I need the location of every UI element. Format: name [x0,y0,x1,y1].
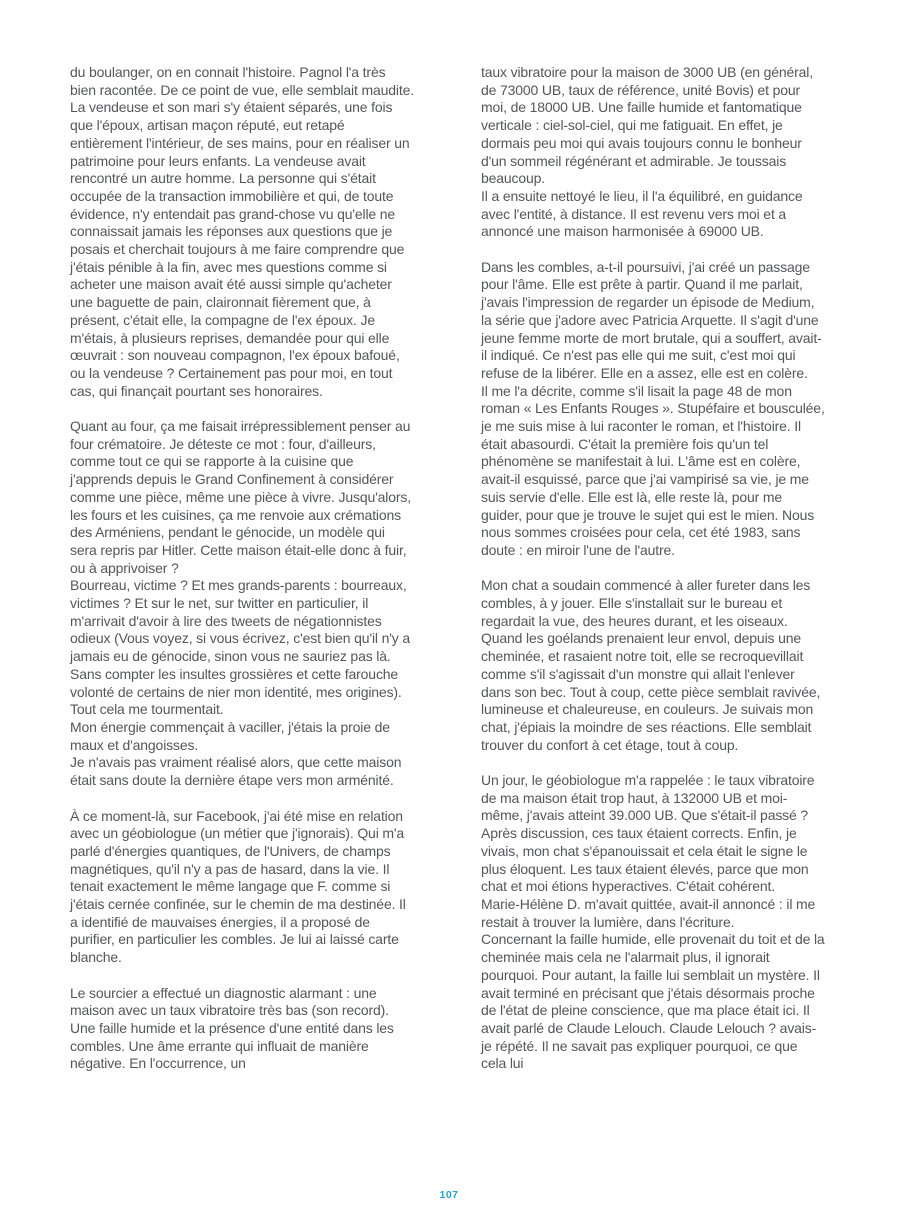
paragraph [70,64,414,400]
paragraph [70,808,414,967]
paragraph [481,259,825,560]
paragraph [481,772,825,1073]
paragraph-segment: Quant au four, ça me faisait irrépressiblement penser au four crématoire. Je déteste ce mot : four, d'ailleurs, comme tout ce qui se rapporte à la cuisine que j'apprends depuis le Grand Confinement à considérer comme une pièce, même une pièce à vivre. Jusqu'alors, les fours et les cuisines, ça me renvoie aux crémations des Arméniens, pendant le génocide, un modèle qui sera repris par Hitler. Cette maison était-elle donc à fuir, ou à apprivoiser ? [70,418,412,576]
paragraph-segment: Marie-Hélène D. m'avait quittée, avait-il annoncé : il me restait à trouver la lumière, dans l'écriture. [481,896,816,930]
paragraph [70,985,414,1074]
paragraph [481,64,825,241]
paragraph-segment: du boulanger, on en connait l'histoire. Pagnol l'a très bien racontée. De ce point de vue, elle semblait maudite. La vendeuse et son mari s'y étaient séparés, une fois que l'époux, artisan maçon réputé, eut retapé entièrement l'intérieur, de ses mains, pour en réaliser un patrimoine pour leurs enfants. La vendeuse avait rencontré un autre homme. La personne qui s'était occupée de la transaction immobilière et qui, de toute évidence, n'y entendait pas grand-chose vu qu'elle ne connaissait jamais les réponses aux questions que je posais et cherchait toujours à me faire comprendre que j'étais pénible à la fin, avec mes questions comme si acheter une maison avait été aussi simple qu'acheter une baguette de pain, claironnait fièrement que, à présent, c'était elle, la compagne de l'ex époux. Je m'étais, à plusieurs reprises, demandée pour qui elle œuvrait : son nouveau compagnon, l'ex époux bafoué, ou la vendeuse ? Certainement pas pour moi, en tout cas, qui finançait pourtant ses honoraires. [70,64,414,399]
paragraph-segment: Dans les combles, a-t-il poursuivi, j'ai créé un passage pour l'âme. Elle est prête à partir. Quand il me parlait, j'avais l'impression de regarder un épisode de Medium, la série que j'adore avec Patricia Arquette. Il s'agit d'une jeune femme morte de mort brutale, qui a souffert, avait-il indiqué. Ce n'est pas elle qui me suit, c'est moi qui refuse de la libérer. Elle en a assez, elle est en colère. [481,258,822,381]
paragraph-segment: Un jour, le géobiologue m'a rappelée : le taux vibratoire de ma maison était trop haut, à 132000 UB et moi-même, j'avais atteint 39.000 UB. Que s'était-il passé ? Après discussion, ces taux étaient corrects. Enfin, je vivais, mon chat s'épanouissait et cela était le signe le plus éloquent. Les taux étaient élevés, parce que mon chat et moi étions hyperactives. C'était cohérent. [481,772,815,895]
page-number: 107 [439,1189,459,1201]
paragraph-segment: Mon énergie commençait à vaciller, j'étais la proie de maux et d'angoisses. [70,719,390,753]
paragraph-segment: Bourreau, victime ? Et mes grands-parents : bourreaux, victimes ? Et sur le net, sur twitter en particulier, il m'arrivait d'avoir à lire des tweets de négationnistes odieux (Vous voyez, si vous écrivez, c'est bien qu'il n'y a jamais eu de génocide, sinon vous ne sauriez pas là. Sans compter les insultes grossières et cette farouche volonté de certains de nier mon identité, mes origines). Tout cela me tourmentait. [70,577,411,718]
paragraph [70,418,414,790]
paragraph-segment: Mon chat a soudain commencé à aller fureter dans les combles, à y jouer. Elle s'installait sur le bureau et regardait la vue, des heures durant, et les oiseaux. Quand les goélands prenaient leur envol, depuis une cheminée, et rasaient notre toit, elle se recroquevillait comme s'il s'agissait d'un monstre qui allait l'enlever dans son bec. Tout à coup, cette pièce semblait ravivée, lumineuse et chaleureuse, en couleurs. Je suivais mon chat, j'épiais la moindre de ses réactions. Elle semblait trouver du confort à cet étage, tout à coup. [481,577,821,753]
paragraph [481,577,825,754]
text-column-right [481,64,825,1091]
paragraph-segment: À ce moment-là, sur Facebook, j'ai été mise en relation avec un géobiologue (un métier que j'ignorais). Qui m'a parlé d'énergies quantiques, de l'Univers, de champs magnétiques, qu'il n'y a pas de hasard, dans la vie. Il tenait exactement le même langage que F. comme si j'étais cernée confinée, sur le chemin de ma destinée. Il a identifié de mauvaises énergies, il a proposé de purifier, en particulier les combles. Je lui ai laissé carte blanche. [70,807,406,966]
paragraph-segment: Il a ensuite nettoyé le lieu, il l'a équilibré, en guidance avec l'entité, à distance. Il est revenu vers moi et a annoncé une maison harmonisée à 69000 UB. [481,187,803,240]
paragraph-segment: Il me l'a décrite, comme s'il lisait la page 48 de mon roman « Les Enfants Rouges ». Stupéfaire et bousculée, je me suis mise à lui raconter le roman, et l'histoire. Il était abasourdi. C'était la première fois qu'un tel phénomène se manifestait à lui. L'âme est en colère, avait-il esquissé, parce que j'ai vampirisé sa vie, je me suis servie d'elle. Elle est là, elle reste là, pour me guider, pour que je trouve le sujet qui est le mien. Nous nous sommes croisées pour cela, cet été 1983, sans doute : en miroir l'une de l'autre. [481,382,825,558]
paragraph-segment: Concernant la faille humide, elle provenait du toit et de la cheminée mais cela ne l'alarmait plus, il ignorait pourquoi. Pour autant, la faille lui semblait un mystère. Il avait terminé en précisant que j'étais désormais proche de l'état de pleine conscience, que ma place était ici. Il avait parlé de Claude Lelouch. Claude Lelouch ? avais-je répété. Il ne savait pas expliquer pourquoi, ce que cela lui [481,931,825,1072]
text-column-left [70,64,414,1091]
paragraph-segment: taux vibratoire pour la maison de 3000 UB (en général, de 73000 UB, taux de référence, unité Bovis) et pour moi, de 18000 UB. Une faille humide et fantomatique verticale : ciel-sol-ciel, qui me fatiguait. En effet, je dormais peu moi qui avais toujours connu le bonheur d'un sommeil régénérant et admirable. Je toussais beaucoup. [481,64,813,187]
paragraph-segment: Le sourcier a effectué un diagnostic alarmant : une maison avec un taux vibratoire très bas (son record). Une faille humide et la présence d'une entité dans les combles. Une âme errante qui influait de manière négative. En l'occurrence, un [70,984,394,1072]
paragraph-segment: Je n'avais pas vraiment réalisé alors, que cette maison était sans doute la dernière étape vers mon arménité. [70,754,402,789]
